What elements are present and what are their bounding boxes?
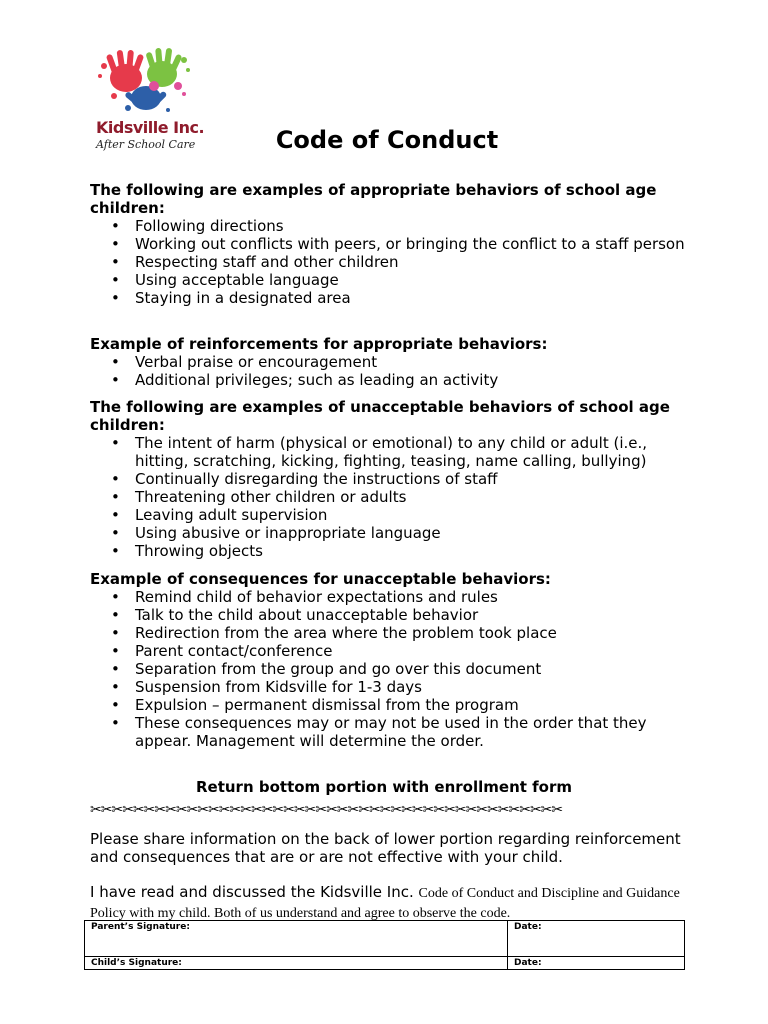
return-heading: Return bottom portion with enrollment form xyxy=(195,778,572,796)
signature-table xyxy=(84,920,685,970)
child-signature-row xyxy=(85,957,685,970)
list-item: • Using acceptable language xyxy=(111,271,339,289)
list-item: • Continually disregarding the instructions of staff xyxy=(111,470,498,488)
parent-signature-field[interactable] xyxy=(85,921,508,957)
behavior-list xyxy=(90,434,690,560)
list-item: • Throwing objects xyxy=(111,542,263,560)
bullet-icon: • xyxy=(111,678,120,696)
list-item: • Talk to the child about unacceptable behavior xyxy=(111,606,479,624)
bullet-icon: • xyxy=(111,714,120,732)
section-heading: Example of consequences for unacceptable behaviors: xyxy=(90,570,551,588)
bullet-icon: • xyxy=(111,217,120,235)
child-signature-field[interactable] xyxy=(85,957,508,970)
child-date-field[interactable] xyxy=(508,957,685,970)
bullet-icon: • xyxy=(111,588,120,606)
bullet-icon: • xyxy=(111,696,120,714)
ack-part-1: I have read and discussed the Kidsville Inc. xyxy=(90,883,419,901)
bullet-icon: • xyxy=(111,470,120,488)
consequence-list xyxy=(90,588,690,750)
reinforcement-list xyxy=(90,353,690,389)
date-label: Date: xyxy=(514,958,542,968)
behavior-list xyxy=(90,217,690,307)
bullet-icon: • xyxy=(111,660,120,678)
list-item: • Suspension from Kidsville for 1-3 days xyxy=(111,678,422,696)
list-item: • Using abusive or inappropriate language xyxy=(111,524,441,542)
list-item: • These consequences may or may not be used in the order that they appear. Management will determine the order. xyxy=(111,714,647,750)
parent-signature-row xyxy=(85,921,685,957)
consequences-section xyxy=(90,570,690,750)
list-item: • Parent contact/conference xyxy=(111,642,333,660)
unacceptable-behaviors-section xyxy=(90,398,690,560)
bullet-icon: • xyxy=(111,434,120,452)
bullet-icon: • xyxy=(111,253,120,271)
parent-date-field[interactable] xyxy=(508,921,685,957)
share-info-text: Please share information on the back of lower portion regarding reinforcement and consequences that are or are not effective with your child. xyxy=(90,830,681,866)
list-item: • Redirection from the area where the problem took place xyxy=(111,624,557,642)
list-item: • Remind child of behavior expectations and rules xyxy=(111,588,498,606)
list-item: • Working out conflicts with peers, or bringing the conflict to a staff person xyxy=(111,235,685,253)
parent-signature-label: Parent’s Signature: xyxy=(91,922,190,932)
bullet-icon: • xyxy=(111,624,120,642)
list-item: • Separation from the group and go over this document xyxy=(111,660,542,678)
bullet-icon: • xyxy=(111,488,120,506)
section-heading: Example of reinforcements for appropriate behaviors: xyxy=(90,335,548,353)
bullet-icon: • xyxy=(111,353,120,371)
appropriate-behaviors-section xyxy=(90,181,690,307)
list-item: • Expulsion – permanent dismissal from the program xyxy=(111,696,519,714)
bullet-icon: • xyxy=(111,506,120,524)
bullet-icon: • xyxy=(111,542,120,560)
section-heading: The following are examples of unacceptable behaviors of school age children: xyxy=(90,398,670,434)
logo-name: Kidsville Inc. xyxy=(96,118,205,137)
list-item: • Threatening other children or adults xyxy=(111,488,407,506)
section-heading: The following are examples of appropriate behaviors of school age children: xyxy=(90,181,657,217)
list-item: • Respecting staff and other children xyxy=(111,253,399,271)
list-item: • Staying in a designated area xyxy=(111,289,351,307)
child-signature-label: Child’s Signature: xyxy=(91,958,182,968)
bullet-icon: • xyxy=(111,606,120,624)
bullet-icon: • xyxy=(111,642,120,660)
scissors-cut-line: ✂✂✂✂✂✂✂✂✂✂✂✂✂✂✂✂✂✂✂✂✂✂✂✂✂✂✂✂✂✂✂✂✂✂✂✂✂✂✂✂✂✂✂✂ xyxy=(90,802,563,818)
ack-part-2: Code of Conduct and Discipline and Guidance Policy with my child. Both of us understand and agree to observe the code. xyxy=(90,886,680,921)
acknowledgement-text xyxy=(90,883,690,923)
logo-subtitle: After School Care xyxy=(96,138,196,151)
bullet-icon: • xyxy=(111,524,120,542)
list-item: • Verbal praise or encouragement xyxy=(111,353,378,371)
bullet-icon: • xyxy=(111,371,120,389)
reinforcements-section xyxy=(90,335,690,389)
document-title: Code of Conduct xyxy=(275,126,499,154)
list-item: • Following directions xyxy=(111,217,284,235)
date-label: Date: xyxy=(514,922,542,932)
bullet-icon: • xyxy=(111,271,120,289)
bullet-icon: • xyxy=(111,289,120,307)
bullet-icon: • xyxy=(111,235,120,253)
painted-hands-icon xyxy=(92,46,204,118)
list-item: • The intent of harm (physical or emotional) to any child or adult (i.e., hitting, scratching, kicking, fighting, teasing, name calling, bullying) xyxy=(111,434,648,470)
list-item: • Leaving adult supervision xyxy=(111,506,328,524)
list-item: • Additional privileges; such as leading an activity xyxy=(111,371,499,389)
